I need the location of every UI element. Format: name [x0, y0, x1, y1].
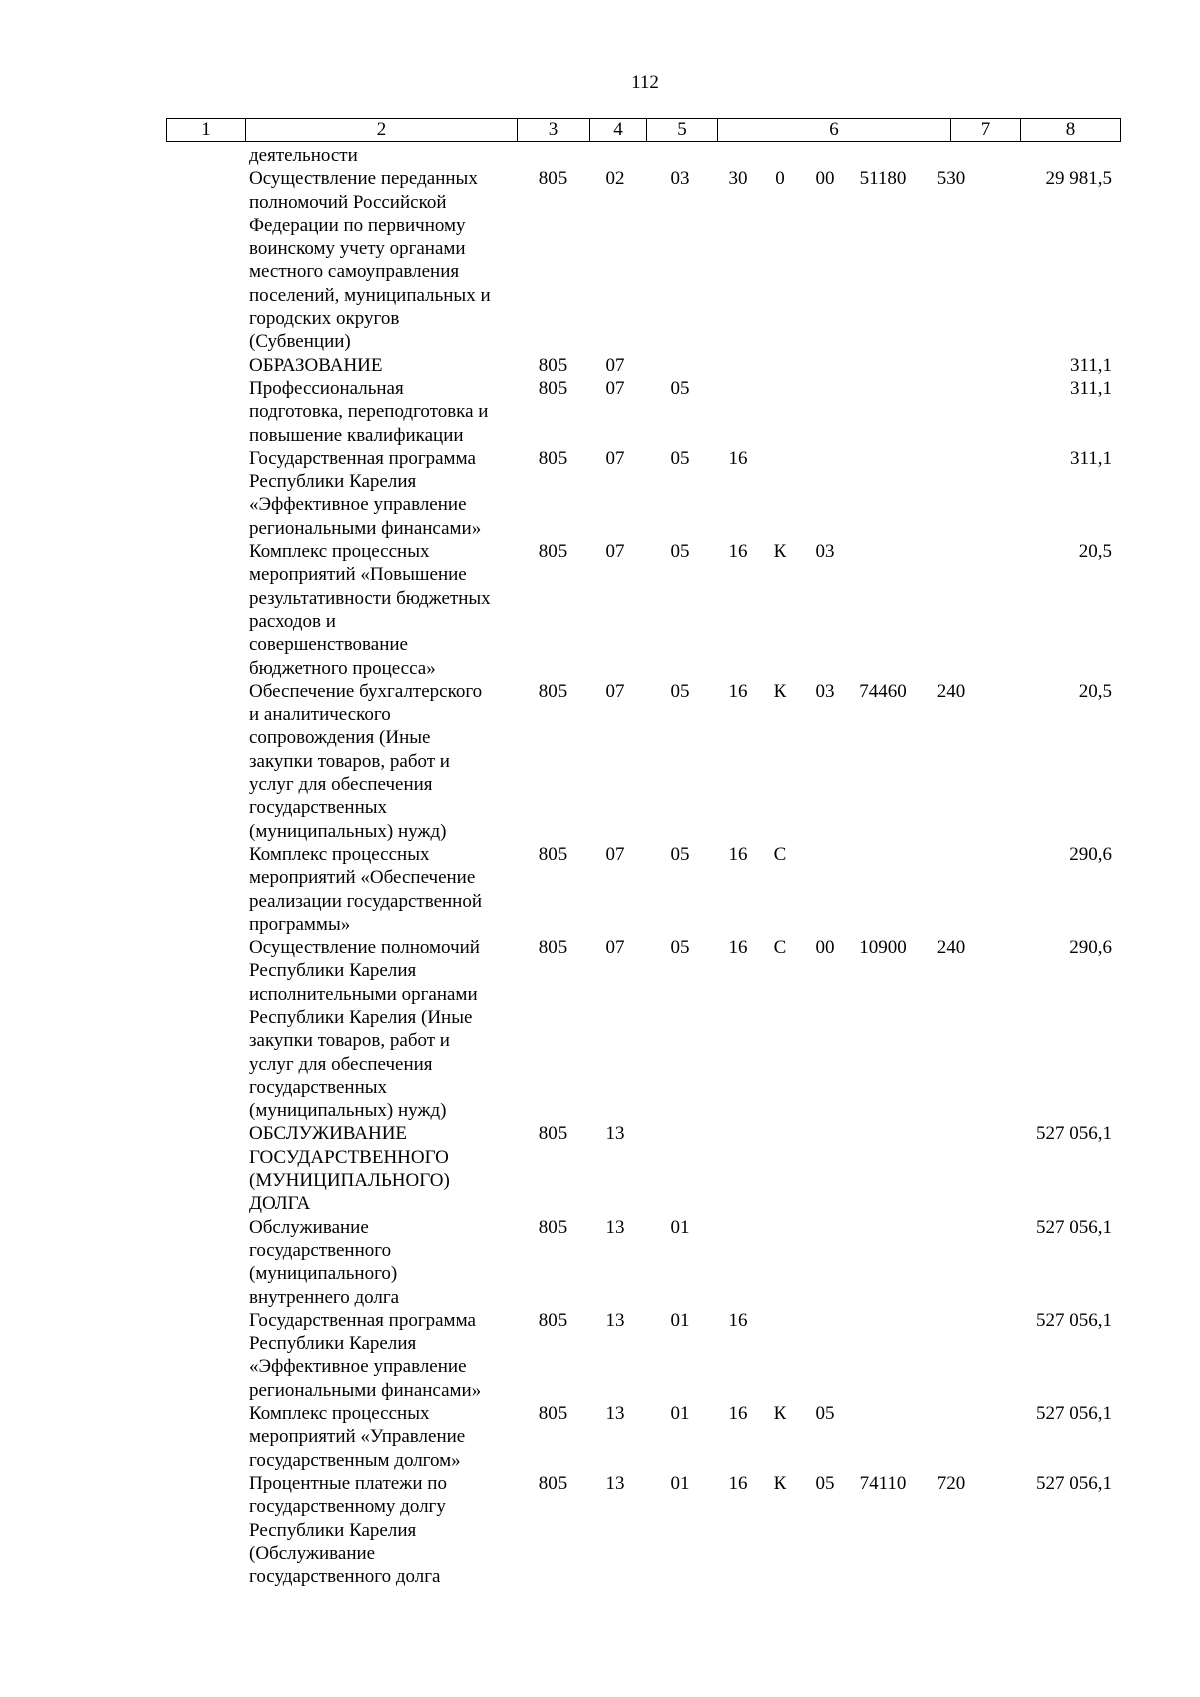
row-label: Обеспечение бухгалтерского и аналитического сопровождения (Иные закупки товаров, работ и услуг для обеспечения государственных (муниципальных) нужд) — [249, 680, 483, 842]
cell-c6c: 05 — [815, 1472, 835, 1494]
cell-c8: 290,6 — [1069, 843, 1112, 865]
cell-c6b: К — [773, 541, 787, 563]
table-row — [0, 354, 1200, 377]
table-row — [0, 1402, 1200, 1472]
row-label: Осуществление переданных полномочий Российской Федерации по первичному воинскому учету органами местного самоуправления поселений, муниципальных и городских округов (Субвенции) — [249, 168, 491, 353]
cell-c3: 805 — [538, 843, 568, 865]
table-row — [0, 1216, 1200, 1309]
table-row — [0, 447, 1200, 540]
page-number: 112 — [631, 72, 659, 93]
cell-c8: 527 056,1 — [1036, 1123, 1112, 1145]
cell-c4: 13 — [605, 1472, 625, 1494]
cell-c4: 07 — [605, 541, 625, 563]
table-row — [0, 680, 1200, 843]
table-row — [0, 936, 1200, 1122]
table-row — [0, 1472, 1200, 1588]
cell-c5: 05 — [670, 937, 690, 959]
cell-c4: 07 — [605, 937, 625, 959]
cell-c5: 05 — [670, 843, 690, 865]
row-label: Обслуживание государственного (муниципального) внутреннего долга — [249, 1216, 400, 1308]
cell-c8: 29 981,5 — [1045, 168, 1112, 190]
cell-c8: 311,1 — [1069, 447, 1112, 469]
cell-c4: 13 — [605, 1216, 625, 1238]
cell-c8: 20,5 — [1078, 680, 1112, 702]
cell-c3: 805 — [538, 680, 568, 702]
header-col-8: 8 — [1021, 119, 1121, 142]
cell-c6b: 0 — [775, 168, 785, 190]
cell-c7: 240 — [936, 680, 966, 702]
cell-c8: 20,5 — [1078, 541, 1112, 563]
header-col-2: 2 — [246, 119, 518, 142]
cell-c6a: 16 — [728, 680, 748, 702]
cell-c6a: 16 — [728, 843, 748, 865]
row-label: Комплекс процессных мероприятий «Обеспечение реализации государственной программы» — [249, 843, 483, 935]
cell-c7: 720 — [936, 1472, 966, 1494]
cell-c8: 527 056,1 — [1036, 1403, 1112, 1425]
cell-c3: 805 — [538, 1123, 568, 1145]
row-label: Профессиональная подготовка, переподготовка и повышение квалификации — [249, 377, 489, 446]
cell-c6a: 16 — [728, 1403, 748, 1425]
cell-c4: 02 — [605, 168, 625, 190]
header-col-6: 6 — [718, 119, 951, 142]
cell-c6b: К — [773, 1403, 787, 1425]
table-row — [0, 144, 1200, 167]
cell-c6a: 30 — [728, 168, 748, 190]
header-col-1: 1 — [167, 119, 246, 142]
cell-c5: 05 — [670, 541, 690, 563]
cell-c3: 805 — [538, 1403, 568, 1425]
cell-c8: 527 056,1 — [1036, 1309, 1112, 1331]
row-label: Осуществление полномочий Республики Карелия исполнительными органами Республики Карелия (Иные закупки товаров, работ и услуг для обеспечения государственных (муниципальных) нужд) — [249, 937, 480, 1122]
cell-c7: 240 — [936, 937, 966, 959]
cell-c4: 07 — [605, 447, 625, 469]
cell-c6a: 16 — [728, 447, 748, 469]
cell-c4: 13 — [605, 1309, 625, 1331]
cell-c3: 805 — [538, 377, 568, 399]
row-label: деятельности — [249, 145, 358, 166]
table-row — [0, 167, 1200, 353]
cell-c5: 01 — [670, 1309, 690, 1331]
cell-c6c: 05 — [815, 1403, 835, 1425]
header-col-5: 5 — [647, 119, 718, 142]
cell-c3: 805 — [538, 1216, 568, 1238]
cell-c5: 01 — [670, 1472, 690, 1494]
cell-c4: 07 — [605, 680, 625, 702]
cell-c4: 13 — [605, 1403, 625, 1425]
cell-c8: 311,1 — [1069, 354, 1112, 376]
cell-c5: 05 — [670, 447, 690, 469]
table-row — [0, 1122, 1200, 1215]
cell-c4: 07 — [605, 377, 625, 399]
table-row — [0, 377, 1200, 447]
cell-c6b: С — [773, 937, 787, 959]
row-label: ОБРАЗОВАНИЕ — [249, 354, 383, 376]
cell-c3: 805 — [538, 541, 568, 563]
header-col-3: 3 — [518, 119, 590, 142]
table-row — [0, 540, 1200, 680]
cell-c8: 527 056,1 — [1036, 1216, 1112, 1238]
cell-c6b: К — [773, 1472, 787, 1494]
cell-c6b: К — [773, 680, 787, 702]
cell-c7: 530 — [936, 168, 966, 190]
column-header-table — [166, 118, 1121, 142]
cell-c6a: 16 — [728, 1309, 748, 1331]
row-label: Процентные платежи по государственному долгу Республики Карелия (Обслуживание государственного долга — [249, 1472, 447, 1588]
cell-c3: 805 — [538, 937, 568, 959]
row-label: Комплекс процессных мероприятий «Повышение результативности бюджетных расходов и совершенствование бюджетного процесса» — [249, 541, 491, 679]
cell-c6a: 16 — [728, 937, 748, 959]
cell-c6d: 74110 — [859, 1472, 907, 1494]
table-row — [0, 843, 1200, 936]
header-col-7: 7 — [951, 119, 1021, 142]
cell-c6c: 03 — [815, 680, 835, 702]
cell-c4: 13 — [605, 1123, 625, 1145]
cell-c3: 805 — [538, 168, 568, 190]
cell-c6a: 16 — [728, 1472, 748, 1494]
cell-c5: 05 — [670, 680, 690, 702]
row-label: Государственная программа Республики Карелия «Эффективное управление региональными финансами» — [249, 1309, 482, 1401]
table-row — [0, 1309, 1200, 1402]
cell-c6b: С — [773, 843, 787, 865]
cell-c5: 05 — [670, 377, 690, 399]
cell-c6d: 10900 — [859, 937, 907, 959]
cell-c6d: 74460 — [859, 680, 907, 702]
cell-c8: 527 056,1 — [1036, 1472, 1112, 1494]
cell-c6a: 16 — [728, 541, 748, 563]
cell-c3: 805 — [538, 1472, 568, 1494]
header-col-4: 4 — [590, 119, 647, 142]
cell-c4: 07 — [605, 843, 625, 865]
cell-c5: 01 — [670, 1216, 690, 1238]
cell-c5: 03 — [670, 168, 690, 190]
cell-c6c: 00 — [815, 168, 835, 190]
row-label: ОБСЛУЖИВАНИЕ ГОСУДАРСТВЕННОГО (МУНИЦИПАЛЬНОГО) ДОЛГА — [249, 1123, 450, 1215]
row-label: Государственная программа Республики Карелия «Эффективное управление региональными финансами» — [249, 447, 482, 539]
budget-table-body — [0, 144, 1200, 1588]
cell-c6d: 51180 — [859, 168, 907, 190]
row-label: Комплекс процессных мероприятий «Управление государственным долгом» — [249, 1403, 466, 1471]
cell-c6c: 03 — [815, 541, 835, 563]
cell-c8: 290,6 — [1069, 937, 1112, 959]
cell-c4: 07 — [605, 354, 625, 376]
cell-c3: 805 — [538, 447, 568, 469]
cell-c5: 01 — [670, 1403, 690, 1425]
cell-c8: 311,1 — [1069, 377, 1112, 399]
cell-c3: 805 — [538, 1309, 568, 1331]
cell-c6c: 00 — [815, 937, 835, 959]
cell-c3: 805 — [538, 354, 568, 376]
